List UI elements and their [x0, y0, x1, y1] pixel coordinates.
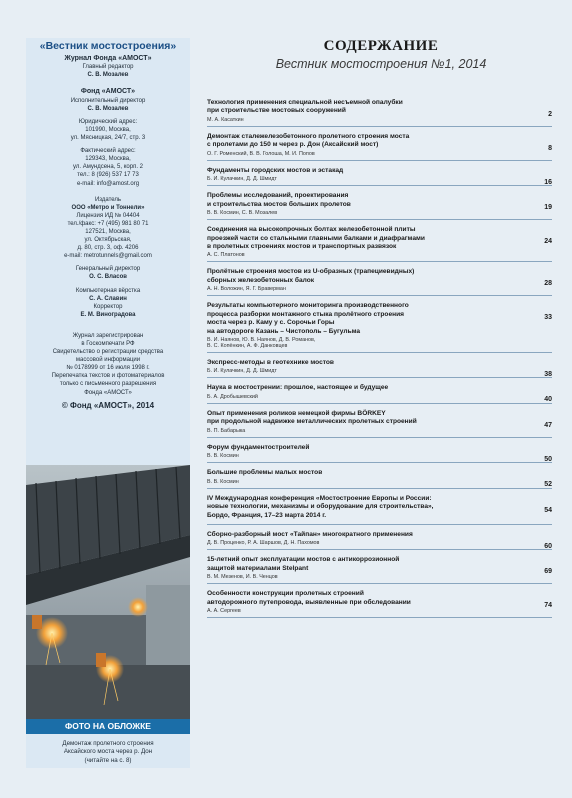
registration-line: Журнал зарегистрирован — [72, 332, 144, 339]
publisher-address-line: 127521, Москва, — [85, 228, 131, 235]
toc-entry[interactable] — [207, 531, 552, 550]
toc-entry-authors: О. Г. Роменский, В. В. Голоша, М. И. Попов — [207, 150, 315, 157]
cover-photo — [26, 465, 190, 727]
toc-entry[interactable] — [207, 99, 552, 127]
toc-entry-title: 15-летний опыт эксплуатации мостов с антикоррозионной защитой материалами Stelpant — [207, 556, 400, 572]
toc-entry-page: 60 — [544, 542, 552, 550]
toc-entry-page: 74 — [544, 602, 552, 610]
toc-title: СОДЕРЖАНИЕ — [323, 38, 439, 54]
chief-editor-name: С. В. Мозалев — [87, 72, 129, 79]
toc-entry[interactable] — [207, 495, 552, 525]
toc-list — [207, 99, 552, 624]
toc-entry-title: Результаты компьютерного мониторинга производственного процесса разборки монтажного стыка пролётного строения моста через р. Каму у с. Сорочьи Горы на автодороге Казань – Чистополь – Бугульма — [207, 302, 409, 335]
license: Лицензия ИД № 04404 — [76, 212, 140, 219]
toc-entry-title: Проблемы исследований, проектирования и строительства мостов больших пролетов — [207, 192, 351, 208]
legal-address-line: 101990, Москва, — [85, 126, 131, 133]
toc-entry-authors: Б. И. Кулачкин, Д. Д. Шмидт — [207, 368, 277, 375]
publisher-address-line: ул. Октябрьская, — [84, 237, 132, 244]
cover-label: ФОТО НА ОБЛОЖКЕ — [26, 719, 190, 734]
toc-entry-authors: Б. А. Дробышевский — [207, 393, 258, 400]
toc-entry-authors: В. М. Мезенов, И. В. Ченцов — [207, 574, 278, 581]
toc-entry-page: 40 — [544, 396, 552, 404]
toc-entry[interactable] — [207, 469, 552, 488]
cover-caption-line: Демонтаж пролетного строения — [62, 740, 154, 747]
legal-address-title: Юридический адрес: — [78, 118, 138, 125]
toc-entry[interactable] — [207, 302, 552, 353]
toc-entry-authors: Д. В. Проценко, Р. А. Шаршов, Д. Н. Пахомов — [207, 540, 320, 547]
toc-entry[interactable] — [207, 590, 552, 618]
publisher-address-line: д. 80, стр. 3, оф. 4206 — [77, 245, 139, 252]
toc-entry-authors: В. П. Бабарыка — [207, 427, 246, 434]
toc-entry[interactable] — [207, 268, 552, 296]
journal-name: Журнал Фонда «АМОСТ» — [64, 54, 152, 62]
toc-entry-authors: В. В. Космин — [207, 478, 239, 485]
actual-address-line: ул. Амундсена, 5, корп. 2 — [73, 164, 143, 171]
actual-address-line: 129343, Москва, — [85, 156, 131, 163]
actual-address-title: Фактический адрес: — [80, 148, 136, 155]
toc-entry-title: Технология применения специальной несъемной опалубки при строительстве мостовых сооружений — [207, 99, 403, 115]
toc-entry-page: 24 — [544, 238, 552, 246]
toc-entry-title: Демонтаж сталежелезобетонного пролетного строения моста с пролетами до 150 м через р. Дон (Аксайский мост) — [207, 132, 410, 149]
toc-entry-title: Наука в мостострении: прошлое, настоящее и будущее — [207, 384, 389, 392]
legal-address-line: ул. Мясницкая, 24/7, стр. 3 — [70, 135, 146, 142]
fund-name: Фонд «АМОСТ» — [80, 88, 136, 96]
toc-entry-authors: А. Н. Воложин, Я. Г. Браверман — [207, 286, 286, 293]
toc-entry-authors: В. В. Космин — [207, 453, 239, 460]
toc-entry-page: 16 — [544, 178, 552, 186]
certificate-line: № 0178999 от 16 июля 1998 г. — [66, 365, 150, 372]
toc-entry-page: 2 — [548, 111, 552, 118]
reprint-line: Фонда «АМОСТ» — [84, 389, 132, 396]
general-director-title: Генеральный директор — [75, 266, 141, 273]
sidebar-masthead — [26, 38, 190, 768]
certificate-line: массовой информации — [75, 357, 141, 364]
toc-entry-page: 54 — [544, 506, 552, 514]
publisher-phone: тел./факс: +7 (495) 981 80 71 — [67, 220, 149, 227]
toc-entry-title: Особенности конструкции пролетных строений автодорожного путепровода, выявленные при обследовании — [207, 590, 411, 606]
actual-phone: тел.: 8 (926) 537 17 73 — [77, 172, 139, 179]
cover-caption-line: Аксайского моста через р. Дон — [63, 748, 153, 756]
general-director-name: О. С. Власов — [89, 274, 127, 281]
toc-subtitle: Вестник мостостроения №1, 2014 — [275, 57, 487, 71]
copyright: © Фонд «АМОСТ», 2014 — [61, 400, 155, 410]
toc-entry-title: Сборно-разборный мост «Тайпан» многократного применения — [207, 530, 413, 538]
toc-entry[interactable] — [207, 167, 552, 186]
registration-line: в Госкомпечати РФ — [81, 341, 135, 347]
toc-entry-title: Соединения на высокопрочных болтах железобетонной плиты проезжей части со стальными главными балками и диафрагмами в пролетных строениях мостов и транспортных развязок — [207, 226, 425, 250]
proof-title: Корректор — [93, 303, 123, 310]
toc-entry[interactable] — [207, 410, 552, 438]
masthead — [26, 38, 190, 411]
toc-entry[interactable] — [207, 556, 552, 584]
publisher-name: ООО «Метро и Тоннели» — [71, 204, 145, 211]
toc-entry-title: Большие проблемы малых мостов — [207, 469, 323, 477]
toc-entry[interactable] — [207, 444, 552, 463]
toc-entry-page: 38 — [544, 371, 552, 378]
toc-entry-title: IV Международная конференция «Мостостроение Европы и России: новые технологии, механизмы и оборудование для строительства», Бордо, Франция, 17–23 марта 2014 г. — [207, 494, 434, 519]
toc-entry-page: 28 — [544, 280, 552, 288]
toc-entry-page: 8 — [548, 144, 552, 152]
toc-header — [196, 38, 566, 71]
toc-entry-title: Пролётные строения мостов из U-образных (трапециевидных) сборных железобетонных балок — [207, 268, 415, 284]
layout-name: С. А. Славин — [89, 295, 127, 302]
toc-entry[interactable] — [207, 192, 552, 220]
toc-entry-page: 69 — [544, 568, 552, 576]
toc-entry-page: 19 — [544, 204, 552, 212]
chief-editor-title: Главный редактор — [82, 64, 134, 71]
toc-entry-authors: В. И. Наянов, Ю. В. Наянов, Д. В. Романов, В. С. Копёнкин, А. Ф. Данковцев — [207, 337, 316, 349]
exec-director-name: С. В. Мозалев — [87, 105, 129, 112]
toc-entry-authors: А. А. Сергеев — [207, 608, 241, 615]
cover-caption-line: (читайте на с. 8) — [84, 756, 132, 764]
toc-entry-authors: А. С. Платонов — [207, 252, 245, 259]
toc-entry-title: Опыт применения роликов немецкой фирмы BÖRKEY при продольной надвижке металлических пролетных строений — [207, 409, 417, 426]
toc-entry-authors: В. В. Космин, С. В. Мозалев — [207, 210, 278, 217]
toc-entry-title: Экспресс-методы в геотехнике мостов — [207, 359, 334, 366]
certificate-line: Свидетельство о регистрации средства — [52, 349, 164, 356]
toc-entry[interactable] — [207, 384, 552, 403]
magazine-title: «Вестник мостостроения» — [39, 40, 177, 52]
reprint-line: только с письменного разрешения — [59, 381, 157, 388]
toc-entry-authors: Б. И. Кулачкин, Д. Д. Шмидт — [207, 176, 277, 183]
publisher-email: e-mail: metrotunnels@gmail.com — [64, 253, 152, 260]
publisher-title: Издатель — [94, 196, 122, 203]
toc-entry-title: Форум фундаментостроителей — [207, 443, 310, 451]
exec-director-title: Исполнительный директор — [70, 97, 146, 104]
toc-entry-page: 50 — [544, 455, 552, 463]
toc-entry[interactable] — [207, 359, 552, 378]
cover-caption — [32, 740, 184, 765]
reprint-line: Перепечатка текстов и фотоматериалов — [51, 373, 165, 380]
actual-email: e-mail: info@amost.org — [76, 180, 140, 187]
proof-name: Е. М. Виноградова — [80, 311, 136, 318]
toc-entry[interactable] — [207, 133, 552, 161]
toc-entry-page: 33 — [544, 314, 552, 322]
toc-entry-page: 47 — [544, 421, 552, 429]
toc-entry[interactable] — [207, 226, 552, 262]
toc-entry-authors: М. А. Касаткин — [207, 116, 244, 123]
toc-entry-title: Фундаменты городских мостов и эстакад — [207, 166, 344, 174]
toc-entry-page: 52 — [544, 481, 552, 489]
layout-title: Компьютерная вёрстка — [75, 287, 141, 294]
